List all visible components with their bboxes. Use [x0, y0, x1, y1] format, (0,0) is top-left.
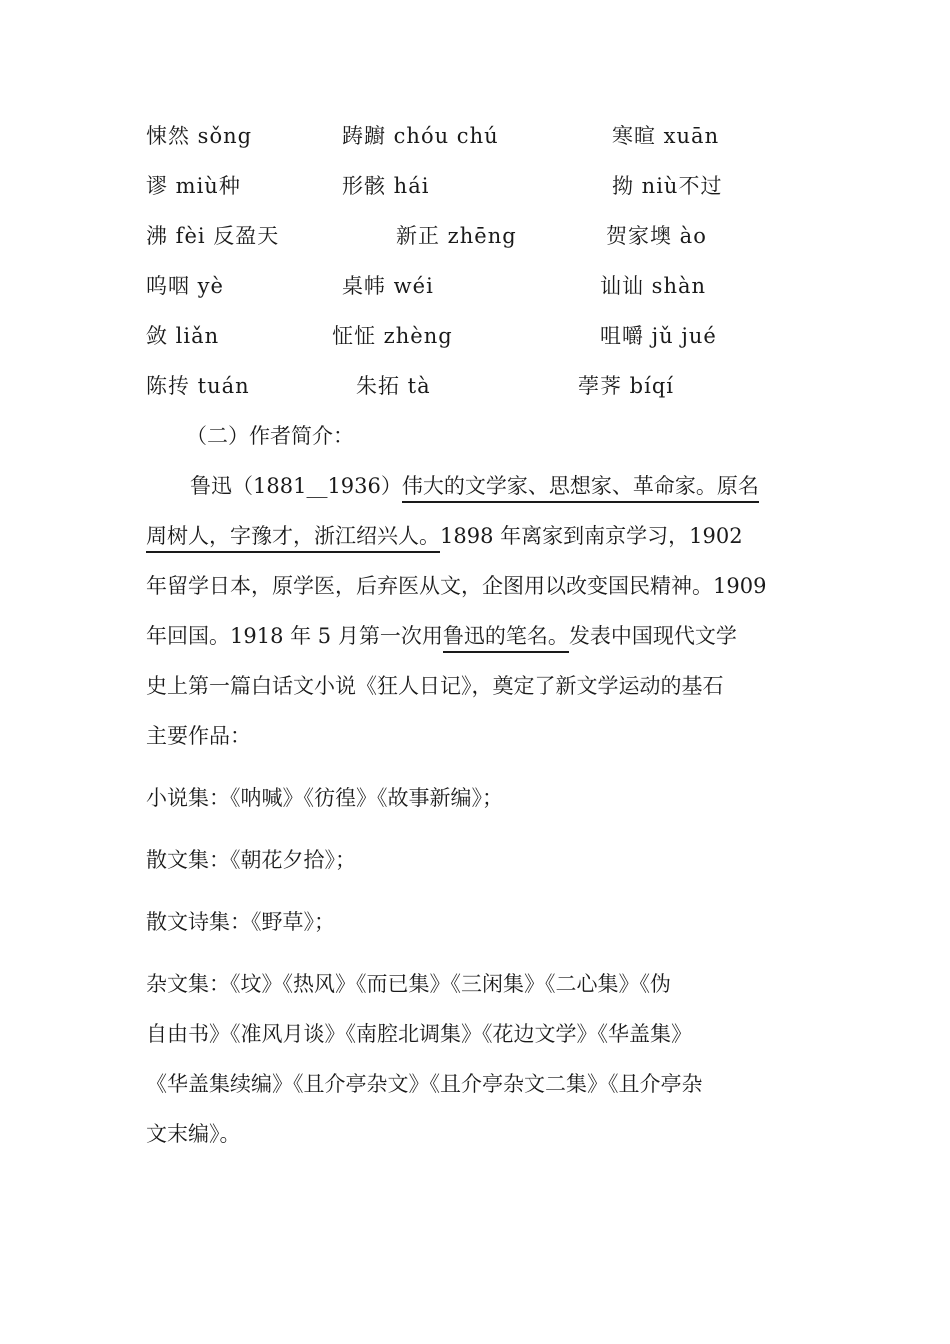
pinyin-entry: 荸荠 bíqí	[578, 374, 674, 398]
works-essays-line: 文末编》。	[146, 1122, 241, 1146]
pinyin-entry: 沸 fèi 反盈天	[146, 224, 280, 248]
pinyin-entry: 陈抟 tuán	[146, 374, 250, 398]
pinyin-row	[0, 270, 950, 310]
pinyin-entry: 朱拓 tà	[356, 374, 431, 398]
works-essays-line: 自由书》《准风月谈》《南腔北调集》《花边文学》《华盖集》	[146, 1022, 692, 1046]
pinyin-entry: 呜咽 yè	[146, 274, 224, 298]
works-essays-line: 《华盖集续编》《且介亭杂文》《且介亭杂文二集》《且介亭杂	[146, 1072, 703, 1096]
section-heading: （二）作者简介：	[186, 424, 354, 448]
intro-line	[146, 520, 743, 550]
intro-text: 1898 年离家到南京学习，1902	[440, 524, 743, 548]
works-essays-line: 杂文集：《坟》《热风》《而已集》《三闲集》《二心集》《伪	[146, 972, 671, 996]
pinyin-row	[0, 120, 950, 160]
pinyin-entry: 咀嚼 jǔ jué	[600, 324, 717, 348]
pinyin-entry: 形骸 hái	[342, 174, 430, 198]
intro-line	[146, 620, 737, 650]
pinyin-entry: 讪讪 shàn	[600, 274, 707, 298]
pinyin-entry: 谬 miù种	[146, 174, 241, 198]
pinyin-row	[0, 320, 950, 360]
pinyin-entry: 拗 niù不过	[612, 174, 723, 198]
pinyin-entry: 敛 liǎn	[146, 324, 220, 348]
pinyin-entry: 悚然 sǒng	[146, 124, 253, 148]
intro-line: 史上第一篇白话文小说《狂人日记》，奠定了新文学运动的基石	[146, 674, 724, 698]
works-novels: 小说集：《呐喊》《彷徨》《故事新编》；	[146, 786, 503, 810]
underlined-text: 鲁迅的笔名。	[443, 624, 569, 653]
pinyin-entry: 新正 zhēng	[396, 224, 517, 248]
underlined-text: 周树人，字豫才，浙江绍兴人。	[146, 524, 440, 553]
intro-line: 年留学日本，原学医，后弃医从文，企图用以改变国民精神。1909	[146, 574, 767, 598]
intro-text: 发表中国现代文学	[568, 624, 737, 648]
pinyin-entry: 踌躕 chóu chú	[342, 124, 499, 148]
intro-line: 主要作品：	[146, 724, 251, 748]
pinyin-entry: 贺家墺 ào	[606, 224, 707, 248]
pinyin-entry: 寒暄 xuān	[612, 124, 720, 148]
intro-text: 年回国。1918 年 5 月第一次用	[146, 624, 443, 648]
intro-text: 鲁迅（1881__1936）	[190, 474, 402, 498]
pinyin-entry: 桌帏 wéi	[342, 274, 434, 298]
pinyin-row	[0, 220, 950, 260]
pinyin-entry: 怔怔 zhèng	[332, 324, 453, 348]
pinyin-row	[0, 170, 950, 210]
underlined-text: 伟大的文学家、思想家、革命家。原名	[402, 474, 759, 503]
works-prose: 散文集：《朝花夕拾》；	[146, 848, 356, 872]
intro-line	[190, 470, 759, 500]
pinyin-row	[0, 370, 950, 410]
works-poems: 散文诗集：《野草》；	[146, 910, 335, 934]
